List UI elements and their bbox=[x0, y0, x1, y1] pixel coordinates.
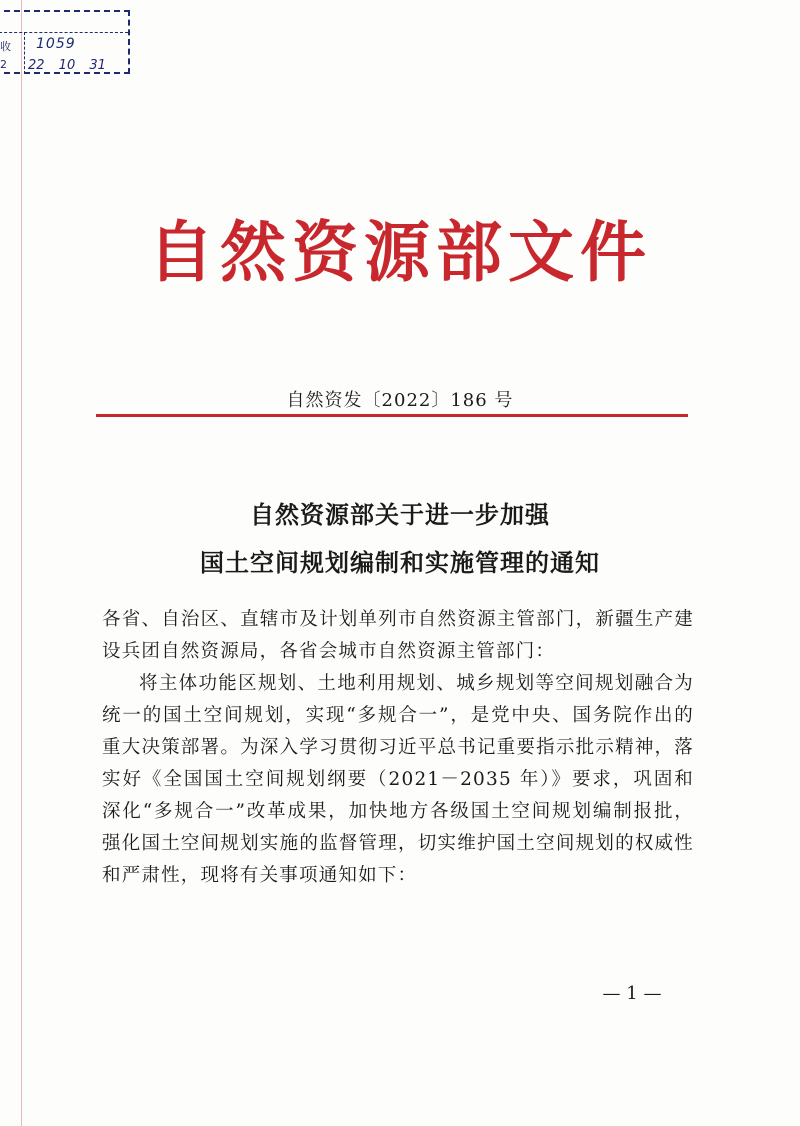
document-number: 自然资发〔2022〕186 号 bbox=[286, 390, 514, 411]
stamp-receipt-date: 22 10 31 bbox=[28, 58, 106, 73]
page-number: — 1 — bbox=[602, 983, 662, 1004]
stamp-receipt-number: 1059 bbox=[36, 36, 76, 52]
masthead-red-separator bbox=[96, 414, 688, 417]
receipt-stamp bbox=[0, 10, 130, 74]
stamp-edge-label: 收 bbox=[0, 40, 11, 53]
document-body bbox=[102, 604, 694, 892]
stamp-row-divider bbox=[0, 32, 128, 33]
document-title-line-2: 国土空间规划编制和实施管理的通知 bbox=[200, 548, 600, 577]
addressees-paragraph: 各省、自治区、直辖市及计划单列市自然资源主管部门，新疆生产建设兵团自然资源局，各省会城市自然资源主管部门： bbox=[102, 609, 694, 662]
body-paragraph: 将主体功能区规划、土地利用规划、城乡规划等空间规划融合为统一的国土空间规划，实现“多规合一”，是党中央、国务院作出的重大决策部署。为深入学习贯彻习近平总书记重要指示批示精神，落实好《全国国土空间规划纲要（2021－2035 年）》要求，巩固和深化“多规合一”改革成果，加快地方各级国土空间规划编制报批，强化国土空间规划实施的监督管理，切实维护国土空间规划的权威性和严肃性，现将有关事项通知如下： bbox=[102, 673, 694, 886]
stamp-column-divider bbox=[24, 32, 25, 74]
document-title-line-1: 自然资源部关于进一步加强 bbox=[250, 500, 550, 529]
document-masthead: 自然资源部文件 bbox=[148, 213, 652, 291]
stamp-edge-label: 2 bbox=[0, 58, 7, 71]
